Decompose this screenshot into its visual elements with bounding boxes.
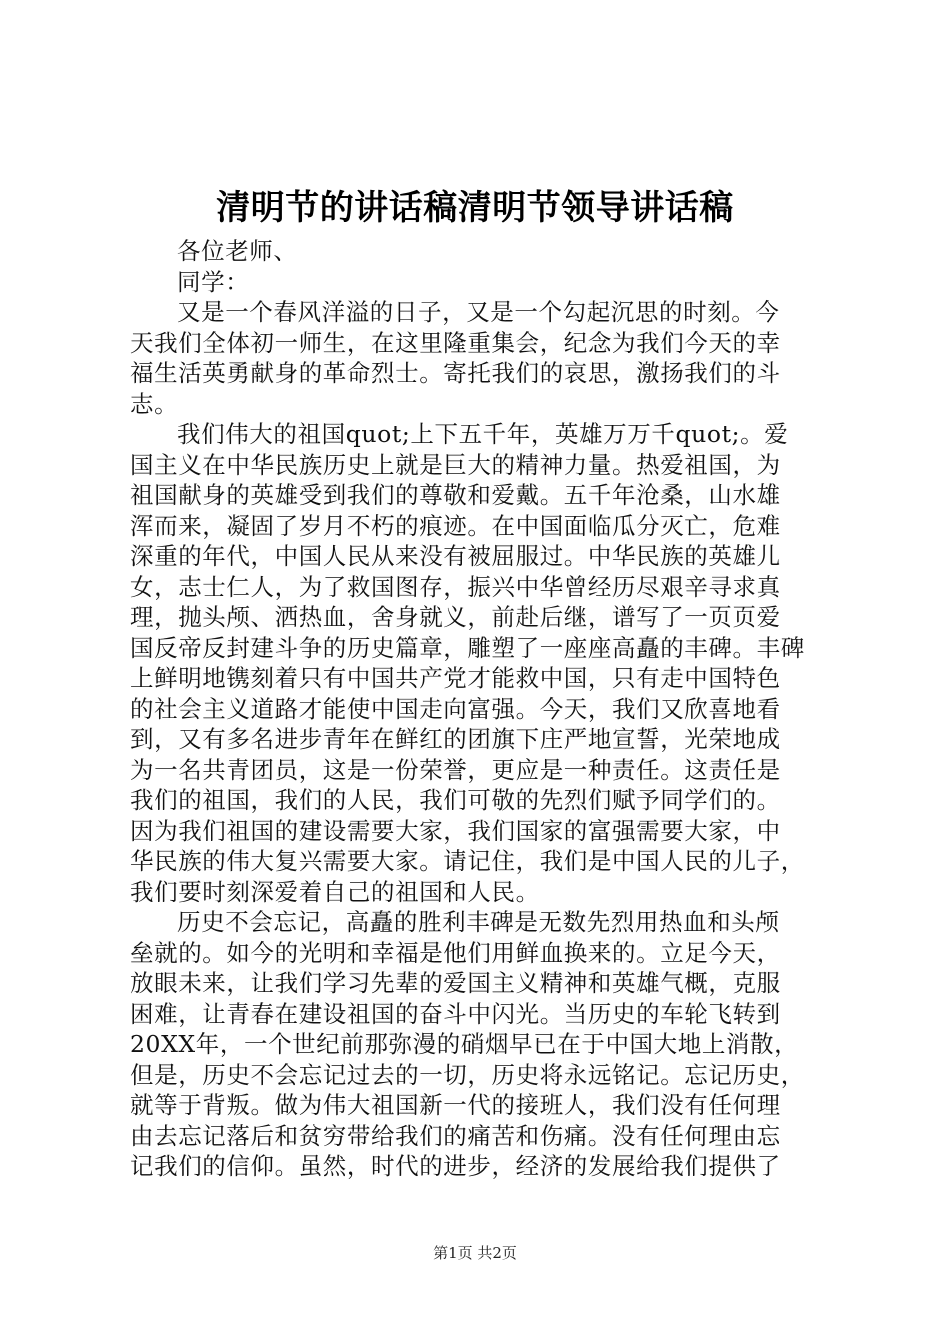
paragraph-line: 我们伟大的祖国quot;上下五千年，英雄万万千quot;。爱 bbox=[177, 420, 789, 448]
paragraph-line: 我们的祖国，我们的人民，我们可敬的先烈们赋予同学们的。 bbox=[130, 786, 781, 814]
paragraph-line: 但是，历史不会忘记过去的一切，历史将永远铭记。忘记历史， bbox=[130, 1060, 805, 1089]
salutation-line: 同学： bbox=[177, 267, 250, 296]
paragraph-line: 又是一个春风洋溢的日子，又是一个勾起沉思的时刻。今 bbox=[177, 298, 780, 326]
paragraph-line: 困难，让青春在建设祖国的奋斗中闪光。当历史的车轮飞转到 bbox=[130, 999, 781, 1028]
paragraph-line: 天我们全体初一师生，在这里隆重集会，纪念为我们今天的幸 bbox=[130, 328, 781, 357]
paragraph-line: 上鲜明地镌刻着只有中国共产党才能救中国，只有走中国特色 bbox=[130, 664, 781, 692]
paragraph-line: 国主义在中华民族历史上就是巨大的精神力量。热爱祖国，为 bbox=[130, 450, 781, 479]
paragraph-line: 20XX年，一个世纪前那弥漫的硝烟早已在于中国大地上消散， bbox=[130, 1030, 799, 1058]
paragraph-line: 到，又有多名进步青年在鲜红的团旗下庄严地宣誓，光荣地成 bbox=[130, 725, 781, 753]
paragraph-line: 华民族的伟大复兴需要大家。请记住，我们是中国人民的儿子， bbox=[130, 847, 805, 875]
paragraph-line: 女，志士仁人，为了救国图存，振兴中华曾经历尽艰辛寻求真 bbox=[130, 572, 781, 601]
paragraph-line: 的社会主义道路才能使中国走向富强。今天，我们又欣喜地看 bbox=[130, 694, 781, 723]
paragraph-line: 历史不会忘记，高矗的胜利丰碑是无数先烈用热血和头颅 bbox=[177, 908, 780, 936]
document-body bbox=[130, 236, 830, 1182]
paragraph-line: 记我们的信仰。虽然，时代的进步，经济的发展给我们提供了 bbox=[130, 1152, 781, 1180]
page-number-footer: 第1页 共2页 bbox=[433, 1244, 517, 1262]
page-title: 清明节的讲话稿清明节领导讲话稿 bbox=[216, 188, 734, 228]
paragraph-line: 浑而来，凝固了岁月不朽的痕迹。在中国面临瓜分灭亡，危难 bbox=[130, 511, 781, 540]
paragraph-line: 垒就的。如今的光明和幸福是他们用鲜血换来的。立足今天， bbox=[130, 938, 781, 967]
paragraph-line: 祖国献身的英雄受到我们的尊敬和爱戴。五千年沧桑，山水雄 bbox=[130, 481, 781, 509]
paragraph-line: 国反帝反封建斗争的历史篇章，雕塑了一座座高矗的丰碑。丰碑 bbox=[130, 633, 805, 662]
salutation-line: 各位老师、 bbox=[177, 237, 298, 265]
paragraph-line: 理，抛头颅、洒热血，舍身就义，前赴后继，谱写了一页页爱 bbox=[130, 603, 781, 631]
paragraph-line: 福生活英勇献身的革命烈士。寄托我们的哀思，激扬我们的斗 bbox=[130, 359, 781, 387]
paragraph-line: 为一名共青团员，这是一份荣誉，更应是一种责任。这责任是 bbox=[130, 755, 781, 784]
paragraph-line: 深重的年代，中国人民从来没有被屈服过。中华民族的英雄儿 bbox=[130, 542, 781, 570]
paragraph-line: 就等于背叛。做为伟大祖国新一代的接班人，我们没有任何理 bbox=[130, 1091, 781, 1119]
paragraph-line: 因为我们祖国的建设需要大家，我们国家的富强需要大家，中 bbox=[130, 816, 781, 845]
paragraph-line: 由去忘记落后和贫穷带给我们的痛苦和伤痛。没有任何理由忘 bbox=[130, 1121, 781, 1150]
paragraph-line: 志。 bbox=[130, 389, 179, 418]
paragraph-line: 我们要时刻深爱着自己的祖国和人民。 bbox=[130, 877, 540, 906]
paragraph-line: 放眼未来，让我们学习先辈的爱国主义精神和英雄气概，克服 bbox=[130, 969, 781, 997]
